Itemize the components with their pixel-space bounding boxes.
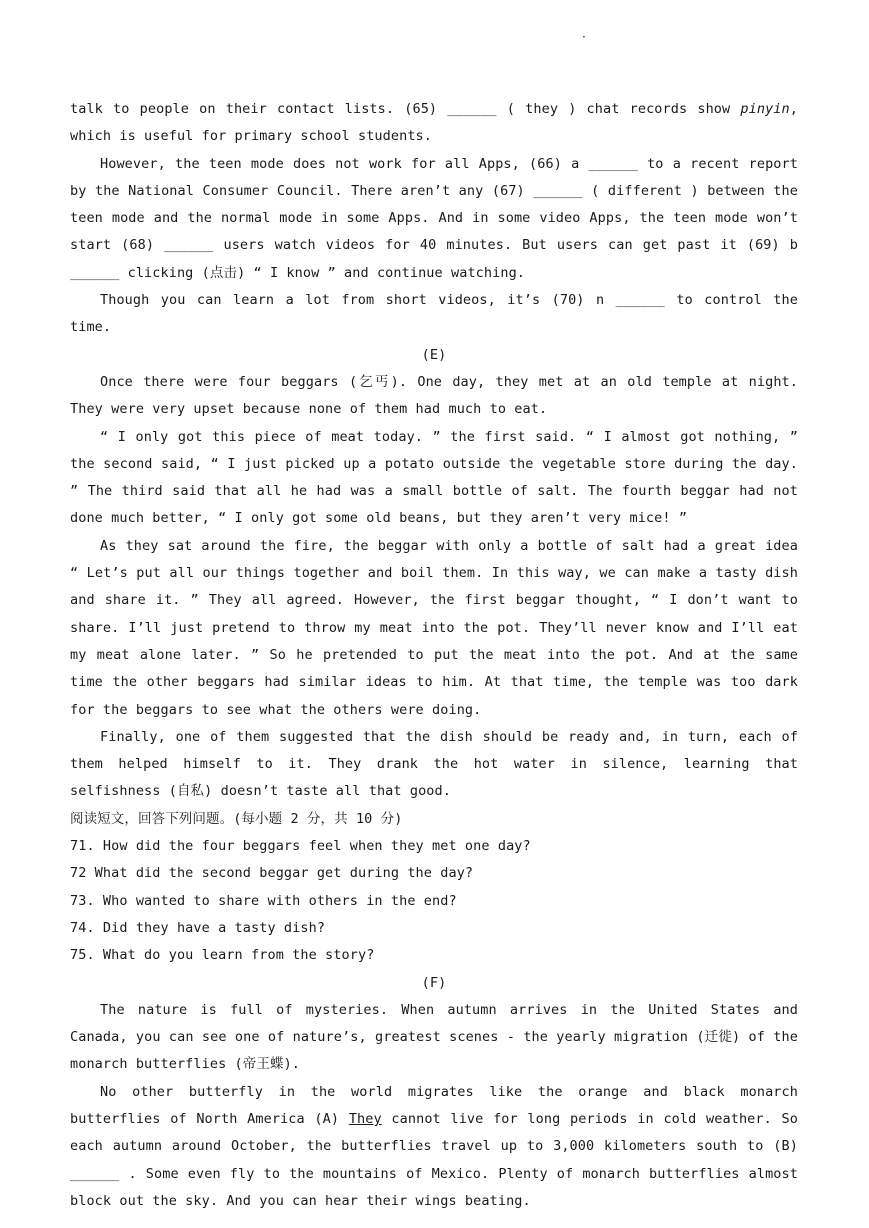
text-run: No other butterfly in the world migrates like the orange and black monarch butterflies of North America (A) (70, 1083, 798, 1127)
document-body (70, 96, 798, 1215)
question-71: 71. How did the four beggars feel when they met one day? (70, 838, 531, 855)
passage-f-paragraph-1: The nature is full of mysteries. When autumn arrives in the United States and Canada, you can see one of nature’s, greatest scenes - the yearly migration (迁徙) of the monarch butterflies (帝王蝶). (70, 1001, 798, 1073)
italic-term: pinyin (740, 101, 790, 117)
text-run: talk to people on their contact lists. (65) ______ ( they ) chat records show (70, 101, 741, 117)
passage-e-paragraph-3: As they sat around the fire, the beggar with only a bottle of salt had a great idea “ Let’s put all our things together and boil them. In this way, we can make a tasty dish and share it. ” They all agreed. However, the first beggar thought, “ I don’t want to share. I’ll just pretend to throw my meat into the pot. They’ll never know and I’ll eat my meat alone later. ” So he pretended to put the meat into the pot. And at the same time the other beggars had similar ideas to him. At that time, the temple was too dark for the beggars to see what the others were doing. (70, 537, 798, 718)
passage-f-paragraph-2 (70, 1079, 798, 1215)
question-75: 75. What do you learn from the story? (70, 947, 375, 964)
text-run: , which is useful for primary school students. (70, 101, 798, 145)
passage-d-paragraph-3: Though you can learn a lot from short videos, it’s (70) n ______ to control the time. (70, 292, 798, 336)
question-72: 72 What did the second beggar get during the day? (70, 865, 474, 882)
question-74: 74. Did they have a tasty dish? (70, 919, 326, 936)
question-instruction: 阅读短文，回答下列问题。(每小题 2 分，共 10 分) (70, 810, 403, 827)
passage-e-paragraph-1: Once there were four beggars (乞丐). One day, they met at an old temple at night. They were very upset because none of them had much to eat. (70, 373, 798, 418)
section-label-f: (F) (421, 974, 447, 991)
underlined-word: They (348, 1110, 382, 1127)
passage-e-paragraph-2: “ I only got this piece of meat today. ” the first said. “ I almost got nothing, ” the second said, “ I just picked up a potato outside the vegetable store during the day. ” The third said that all he had was a small bottle of salt. The fourth beggar had not done much better, “ I only got some old beans, but they aren’t very mice! ” (70, 428, 798, 527)
passage-d-paragraph-2: However, the teen mode does not work for all Apps, (66) a ______ to a recent report by the National Consumer Council. There aren’t any (67) ______ ( different ) between the teen mode and the normal mode in some Apps. And in some video Apps, the teen mode won’t start (68) ______ users watch videos for 40 minutes. But users can get past it (69) b ______ clicking (点击) “ I know ” and continue watching. (70, 155, 798, 281)
header-mark: · (582, 30, 586, 44)
passage-d-paragraph-1 (70, 96, 798, 151)
passage-e-paragraph-4: Finally, one of them suggested that the dish should be ready and, in turn, each of them helped himself to it. They drank the hot water in silence, learning that selfishness (自私) doesn’t taste all that good. (70, 728, 798, 800)
question-73: 73. Who wanted to share with others in the end? (70, 892, 457, 909)
section-label-e: (E) (421, 346, 447, 363)
text-run: cannot live for long periods in cold weather. So each autumn around October, the butterflies travel up to 3,000 kilometers south to (B) ______ . Some even fly to the mountains of Mexico. Plenty of monarch butterflies almost block out the sky. And you can hear their wings beating. (70, 1110, 799, 1209)
